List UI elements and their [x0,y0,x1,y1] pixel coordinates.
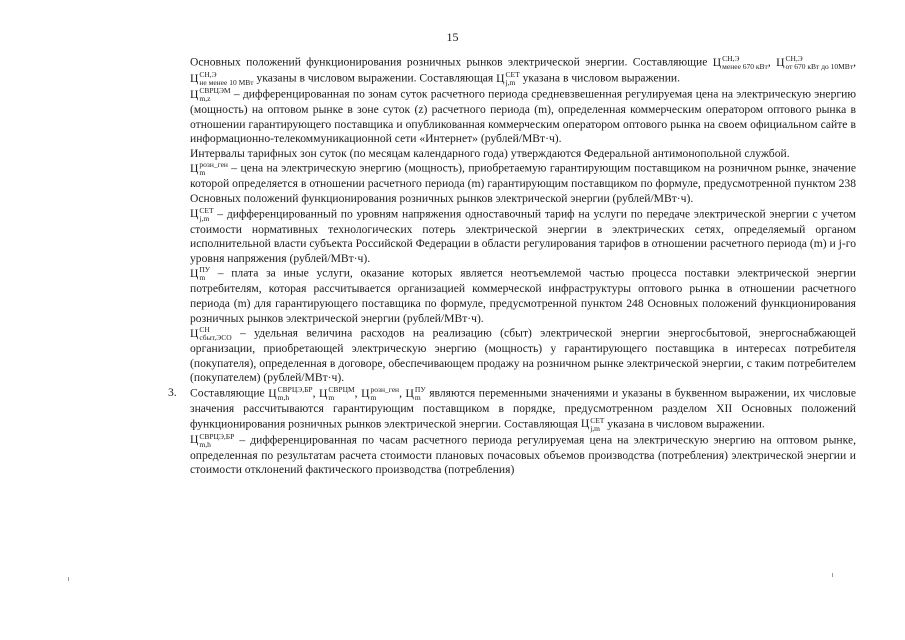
formula-symbol [580,415,605,433]
symbol-base: Ц [190,267,199,280]
text-run: , [399,386,406,400]
formula-symbol [190,160,228,178]
symbol-subscript: m [199,168,206,178]
symbol-subscript: от 670 кВт до 10МВт [785,62,854,71]
symbol-superscript: розн_ген [370,384,400,394]
symbol-indices [415,386,426,402]
paragraph [190,433,856,478]
page-number: 15 [446,30,459,44]
text-run: , [312,386,320,400]
symbol-superscript: СВРЦМ [328,384,355,394]
symbol-superscript: ПУ [199,265,211,275]
paragraph [190,55,856,87]
symbol-indices [371,386,400,402]
symbol-indices [590,417,604,433]
text-run: – дифференцированная по зонам суток расчетного периода средневзвешенная регулируемая цена на электрическую энергию (мощность) на оптовом рынке в зоне суток (z) расчетного периода (m), определенная коммерческим оператором оптового рынка в отношении гарантирующего поставщика и опубликованная коммерческим оператором оптового рынка на своем официальном сайте в информационно-телекоммуникационной сети «Интернет» (рублей/МВт·ч). [190,87,856,146]
symbol-superscript: СЕТ [505,70,520,79]
symbol-subscript: m,h [277,392,290,402]
symbol-subscript: менее 670 кВт [722,62,768,71]
symbol-base: Ц [190,87,199,101]
symbol-indices [199,326,231,342]
symbol-superscript: ПУ [414,384,426,394]
formula-symbol [190,72,254,85]
symbol-superscript: СН [199,325,210,335]
symbol-subscript: сбыт,ЭСО [199,333,232,343]
text-run: , [767,55,777,69]
symbol-indices [506,71,520,87]
scan-mark [68,577,69,581]
symbol-superscript: СЕТ [590,415,605,425]
symbol-indices [722,55,768,71]
text-run: Составляющие [190,386,269,400]
symbol-base: Ц [190,207,199,221]
paragraph [190,326,856,386]
document-body [168,54,856,478]
symbol-superscript: СН,Э [785,54,803,63]
paragraph [190,87,856,147]
symbol-subscript: j,m [199,213,210,223]
text-run: Интервалы тарифных зон суток (по месяцам календарного года) утверждаются Федеральной антимонопольной службой. [190,146,790,160]
scan-mark [832,573,833,577]
symbol-base: Ц [361,386,370,400]
formula-symbol [361,384,400,402]
symbol-subscript: m [328,392,335,402]
symbol-indices [328,386,354,402]
text-run: указана в числовом выражении. [519,71,681,85]
symbol-base: Ц [190,433,199,447]
formula-symbol [319,384,355,402]
formula-symbol [190,431,235,449]
formula-symbol [190,205,214,223]
formula-symbol [190,88,231,101]
symbol-base: Ц [190,326,199,340]
formula-symbol [713,56,768,69]
symbol-indices [199,433,234,449]
symbol-subscript: j,m [590,423,601,433]
text-run: Основных положений функционирования розничных рынков электрической энергии. Составляющие [190,55,713,69]
formula-symbol [405,384,426,402]
text-run: – дифференцированный по уровням напряжения одноставочный тариф на услуги по передаче электрической энергии с учетом стоимости нормативных технологических потерь электрической энергии в электрических сетях, определяемый органом исполнительной власти субъекта Российской Федерации в области регулирования тарифов в отношении расчетного периода (m) и j-го уровня напряжения (рублей/МВт·ч). [190,207,856,265]
symbol-indices [199,161,228,177]
symbol-subscript: не менее 10 МВт [199,78,254,87]
numbered-paragraph [168,384,856,433]
symbol-base: Ц [190,162,199,176]
formula-symbol [190,325,232,343]
symbol-subscript: j,m [505,78,516,87]
symbol-subscript: m [414,392,421,402]
formula-symbol [190,265,211,283]
symbol-superscript: СВРЦЭ,БР [277,384,313,394]
symbol-indices [278,386,313,402]
paragraph [190,147,856,162]
symbol-indices [199,266,210,282]
text-run: являются переменными значениями и указаны в буквенном выражении, их числовые значения рассчитываются гарантирующим поставщиком в порядке, предусмотренном разделом XII Основных положений функционирования розничных рынков электрической энергии. Составляющая [190,386,856,431]
text-run: указаны в числовом выражении. Составляющая [253,71,497,85]
symbol-base: Ц [776,55,785,69]
symbol-superscript: СН,Э [199,70,217,79]
text-run: – плата за иные услуги, оказание которых является неотъемлемой частью процесса поставки электрической энергии потребителям, которая рассчитывается организацией коммерческой инфраструктуры оптового рынка в отношении расчетного периода (m) для гарантирующего поставщика по формуле, предусмотренной пунктом 248 Основных положений функционирования розничных рынков электрической энергии (рублей/МВт·ч). [190,267,856,325]
symbol-superscript: СВРЦЭ,БР [199,431,235,441]
paragraph [190,161,856,206]
symbol-base: Ц [190,71,199,85]
text-run: указана в числовом выражении. [604,417,765,431]
formula-symbol [268,384,313,402]
paragraph [190,266,856,326]
symbol-subscript: m,z [199,94,211,103]
symbol-superscript: СН,Э [722,54,740,63]
symbol-indices [199,87,230,103]
symbol-base: Ц [268,386,277,400]
symbol-indices [785,55,853,71]
text-run: – цена на электрическую энергию (мощность), приобретаемую гарантирующим поставщиком на розничном рынке, значение которой определяется в отношении расчетного периода (m) гарантирующим поставщиком по формуле, предусмотренной пунктом 238 Основных положений функционирования розничных рынков электрической энергии (рублей/МВт·ч). [190,162,856,205]
text-run: , [853,55,856,69]
formula-symbol [776,56,853,69]
item-number: 3. [168,385,177,399]
symbol-superscript: розн_ген [199,160,228,170]
text-run: – дифференцированная по часам расчетного периода регулируемая цена на электрическую энергию на оптовом рынке, определенная по результатам расчета стоимости плановых почасовых объемов производства (потребления) электрической энергии и стоимости отклонений фактического производства (потребления) [190,433,856,477]
text-run: , [354,386,362,400]
symbol-base: Ц [712,55,722,69]
symbol-base: Ц [319,386,328,400]
symbol-indices [199,71,253,87]
symbol-superscript: СВРЦЭМ [199,86,231,95]
symbol-base: Ц [580,417,590,431]
formula-symbol [496,72,520,85]
symbol-subscript: m [199,273,206,283]
text-run: – удельная величина расходов на реализацию (сбыт) электрической энергии энергосбытовой, энергоснабжающей организации, приобретающей электрическую энергию (мощность) у гарантирующего поставщика в интересах потребителя (покупателя), определенная в договоре, обеспечивающем продажу на розничном рынке электрической энергии, с таким потребителем (покупателем) (рублей/МВт·ч). [190,326,856,385]
paragraph [190,207,856,267]
symbol-base: Ц [405,386,414,400]
symbol-base: Ц [496,71,505,85]
symbol-subscript: m [370,392,377,402]
symbol-subscript: m,h [199,439,211,449]
symbol-indices [199,207,213,223]
symbol-superscript: СЕТ [199,205,214,215]
